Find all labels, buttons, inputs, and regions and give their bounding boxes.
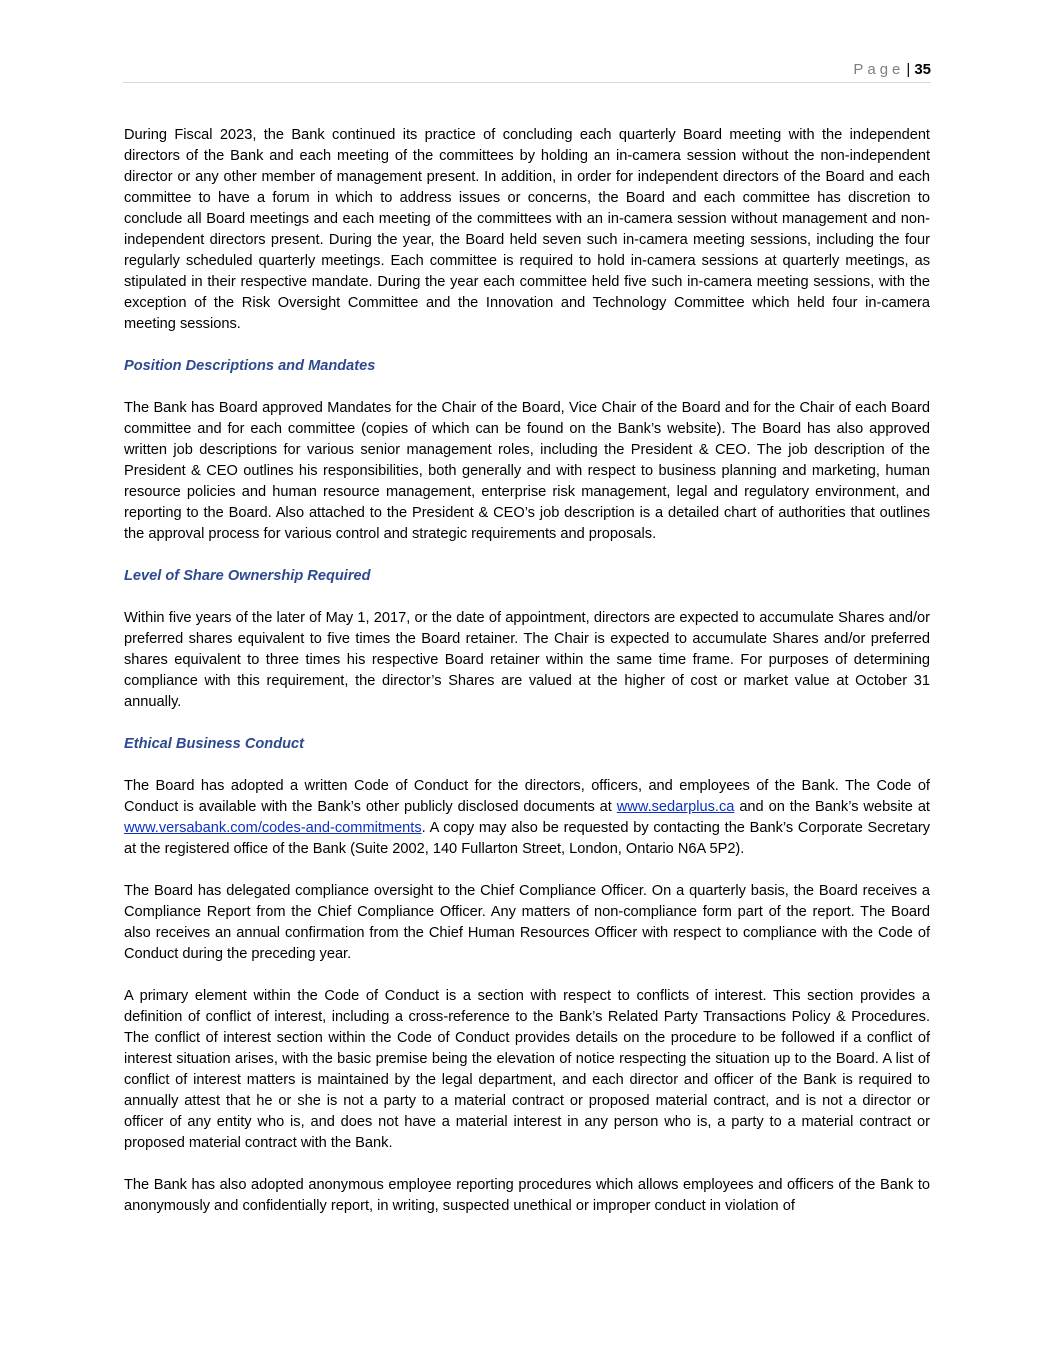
anonymous-reporting-paragraph: The Bank has also adopted anonymous employee reporting procedures which allows employees and officers of the Bank to anonymously and confidentially report, in writing, suspected unethical or improper conduct in violation of — [124, 1177, 930, 1214]
in-camera-paragraph: During Fiscal 2023, the Bank continued its practice of concluding each quarterly Board meeting with the independent directors of the Bank and each meeting of the committees by holding an in-camera session without the non-independent director or any other member of management present. In addition, in order for independent directors of the Board and each committee to have a forum in which to address issues or concerns, the Board and each committee has discretion to conclude all Board meetings and each meeting of the committees with an in-camera session without management and non-independent directors present. During the year, the Board held seven such in-camera meeting sessions, including the four regularly scheduled quarterly meetings. Each committee is required to hold in-camera sessions at quarterly meetings, as stipulated in their respective mandate. During the year each committee held five such in-camera meeting sessions, with the exception of the Risk Oversight Committee and the Innovation and Technology Committee which held four in-camera meeting sessions. — [124, 127, 930, 332]
position-descriptions-heading: Position Descriptions and Mandates — [124, 358, 376, 374]
sedarplus-link[interactable]: www.sedarplus.ca — [616, 799, 735, 815]
page-header — [123, 60, 931, 83]
page-number: 35 — [914, 61, 931, 78]
code-of-conduct-text-c: . A copy may also be requested by contacting the Bank’s Corporate Secretary at the registered office of the Bank (Suite 2002, 140 Fullarton Street, London, Ontario N6A 5P2). — [124, 820, 930, 857]
share-ownership-paragraph: Within five years of the later of May 1, 2017, or the date of appointment, directors are expected to accumulate Shares and/or preferred shares equivalent to five times the Board retainer. The Chair is expected to accumulate Shares and/or preferred shares equivalent to three times his respective Board retainer within the same time frame. For purposes of determining compliance with this requirement, the director’s Shares are valued at the higher of cost or market value at October 31 annually. — [124, 610, 930, 710]
page-label: Page — [853, 61, 905, 78]
code-of-conduct-text-a: The Board has adopted a written Code of Conduct for the directors, officers, and employees of the Bank. The Code of Conduct is available with the Bank’s other publicly disclosed documents at — [124, 778, 930, 815]
code-of-conduct-text-b: and on the Bank’s website at — [734, 799, 930, 815]
code-of-conduct-paragraph — [124, 776, 930, 860]
page-separator: | — [906, 61, 911, 78]
document-body — [124, 125, 930, 1238]
position-descriptions-paragraph: The Bank has Board approved Mandates for the Chair of the Board, Vice Chair of the Board and for the Chair of each Board committee and for each committee (copies of which can be found on the Bank’s website). The Board has also approved written job descriptions for various senior management roles, including the President & CEO. The job description of the President & CEO outlines his responsibilities, both generally and with respect to business planning and marketing, human resource policies and human resource management, enterprise risk management, legal and regulatory environment, and reporting to the Board. Also attached to the President & CEO’s job description is a detailed chart of authorities that outlines the approval process for various control and strategic requirements and proposals. — [124, 400, 930, 542]
share-ownership-heading: Level of Share Ownership Required — [124, 568, 371, 584]
ethical-conduct-heading: Ethical Business Conduct — [124, 736, 305, 752]
compliance-oversight-paragraph: The Board has delegated compliance oversight to the Chief Compliance Officer. On a quarterly basis, the Board receives a Compliance Report from the Chief Compliance Officer. Any matters of non-compliance form part of the report. The Board also receives an annual confirmation from the Chief Human Resources Officer with respect to compliance with the Code of Conduct during the preceding year. — [124, 883, 930, 962]
conflict-of-interest-paragraph: A primary element within the Code of Conduct is a section with respect to conflicts of interest. This section provides a definition of conflict of interest, including a cross-reference to the Bank’s Related Party Transactions Policy & Procedures. The conflict of interest section within the Code of Conduct provides details on the procedure to be followed if a conflict of interest situation arises, with the basic premise being the elevation of notice respecting the situation up to the Board. A list of conflict of interest matters is maintained by the legal department, and each director and officer of the Bank is required to annually attest that he or she is not a party to a material contract or proposed material contract, and is not a director or officer of any entity who is, and does not have a material interest in any person who is, a party to a material contract or proposed material contract with the Bank. — [124, 988, 930, 1151]
versabank-codes-link[interactable]: www.versabank.com/codes-and-commitments — [124, 820, 422, 836]
